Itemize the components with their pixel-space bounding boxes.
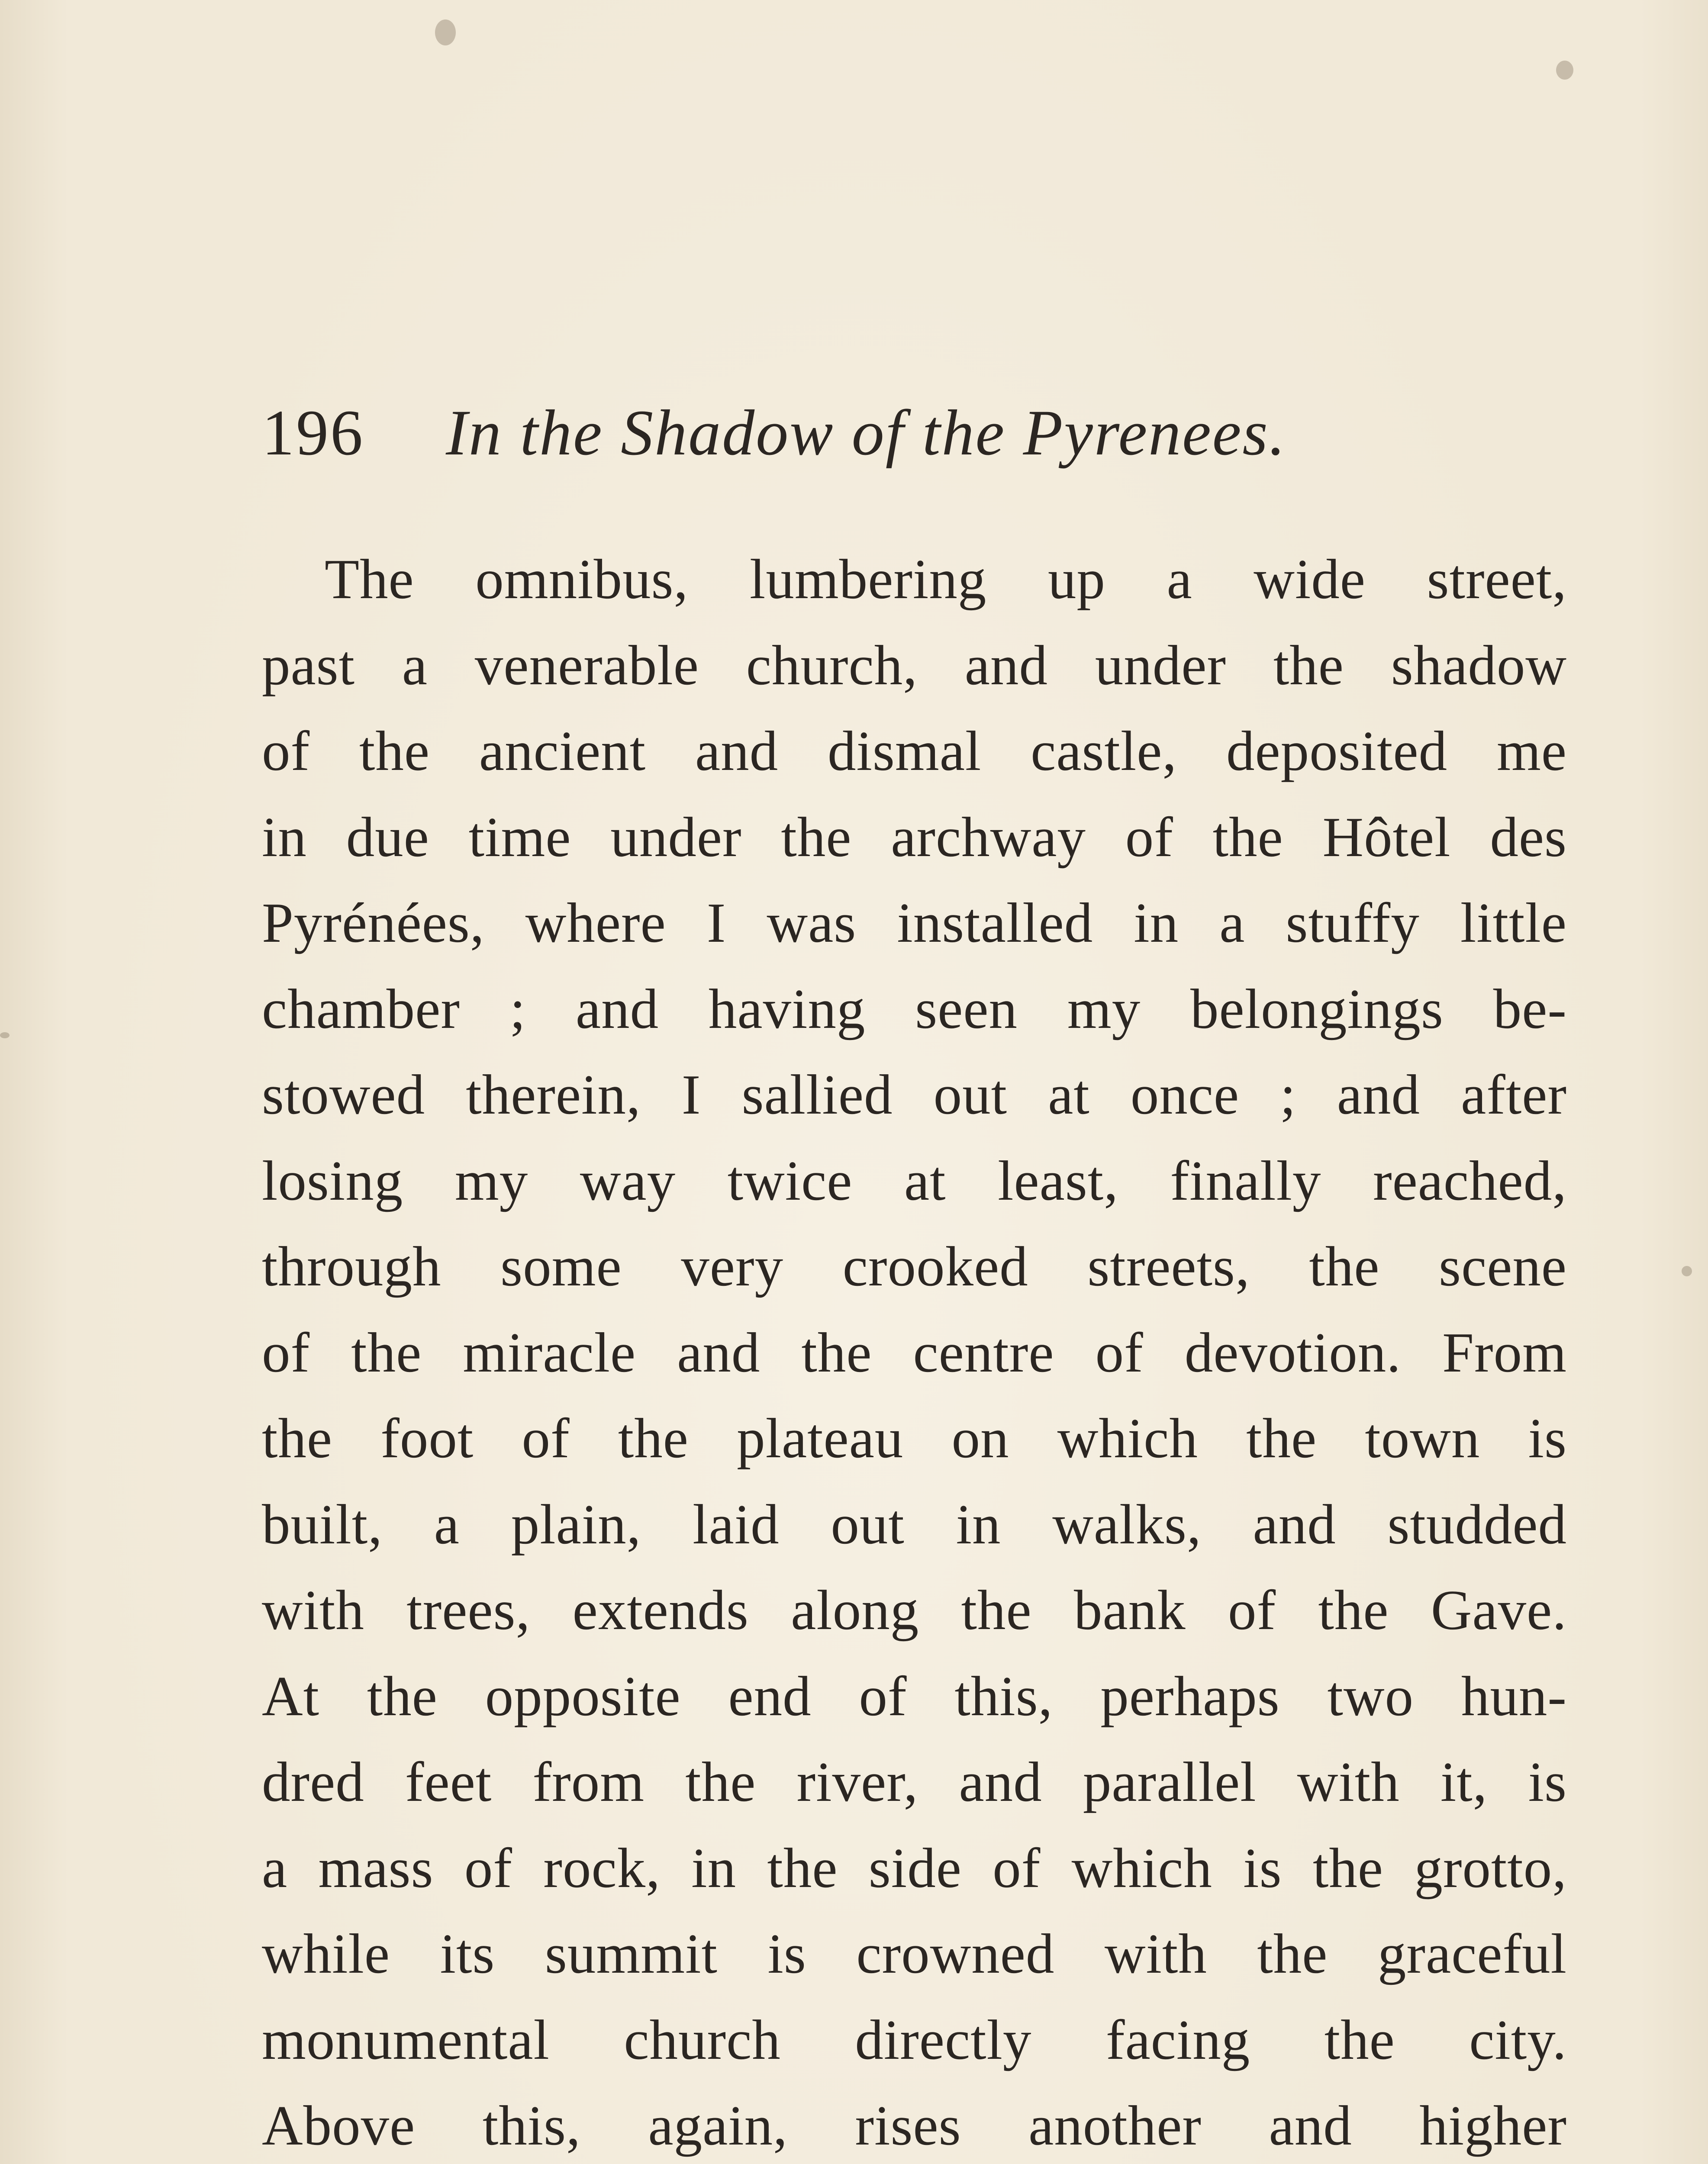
text-line: with trees, extends along the bank of the Gave. [262, 1579, 1567, 1642]
text-line: dred feet from the river, and parallel with it, is [262, 1751, 1567, 1813]
text-line: The omnibus, lumbering up a wide street, [325, 548, 1567, 611]
text-line: At the opposite end of this, perhaps two hun- [262, 1665, 1567, 1728]
text-line: in due time under the archway of the Hôtel des [262, 805, 1567, 869]
text-line: losing my way twice at least, finally reached, [262, 1149, 1567, 1212]
text-line: the foot of the plateau on which the town is [262, 1407, 1567, 1470]
text-line: built, a plain, laid out in walks, and studded [262, 1493, 1567, 1556]
text-line: while its summit is crowned with the graceful [262, 1922, 1567, 1985]
text-line: monumental church directly facing the city. [262, 2008, 1567, 2071]
page-number: 196 [262, 397, 364, 469]
text-line: Above this, again, rises another and higher [262, 2094, 1567, 2157]
text-line: Pyrénées, where I was installed in a stuffy little [262, 892, 1567, 954]
running-title: In the Shadow of the Pyrenees. [446, 397, 1287, 469]
text-line: stowed therein, I sallied out at once ; and after [262, 1063, 1567, 1126]
body-paragraph [262, 537, 1567, 2164]
text-line: through some very crooked streets, the scene [262, 1235, 1567, 1298]
text-line: of the ancient and dismal castle, deposited me [262, 720, 1567, 783]
paper-speck [1682, 1266, 1692, 1276]
paper-speck [0, 1032, 10, 1038]
text-line: chamber ; and having seen my belongings be- [262, 977, 1567, 1040]
text-line: a mass of rock, in the side of which is the grotto, [262, 1836, 1567, 1900]
paper-speck [1556, 61, 1573, 80]
text-line: of the miracle and the centre of devotion. From [262, 1321, 1567, 1384]
page-header [262, 392, 1569, 487]
paper-speck [435, 19, 456, 45]
text-line: past a venerable church, and under the shadow [262, 634, 1567, 697]
